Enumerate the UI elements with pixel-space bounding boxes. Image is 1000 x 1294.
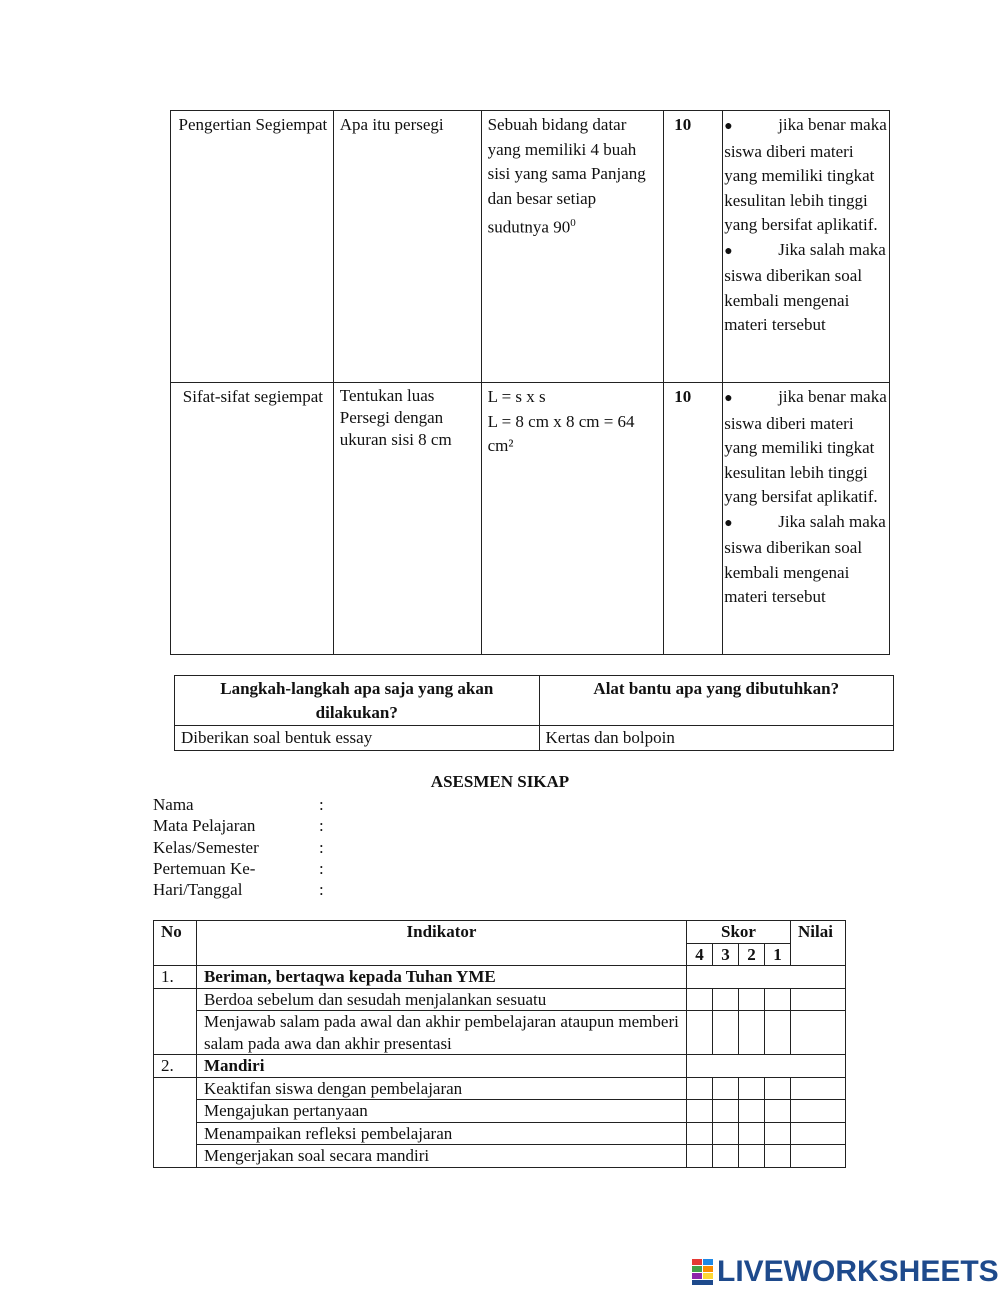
table-row (154, 1100, 846, 1123)
indicator-text: Menampaikan refleksi pembelajaran (196, 1122, 686, 1145)
table-row (154, 1077, 846, 1100)
indicator-text: Menjawab salam pada awal dan akhir pembelajaran ataupun memberi salam pada awa dan akhir presentasi (196, 1011, 686, 1055)
score-cell (713, 1011, 739, 1055)
identity-row (153, 858, 353, 879)
topic-text: Pengertian Segiempat (178, 115, 328, 134)
liveworksheets-blocks-icon (692, 1259, 714, 1285)
score-cell (713, 1077, 739, 1100)
identity-colon: : (319, 837, 324, 857)
table-row (154, 966, 846, 989)
nilai-cell (790, 1100, 845, 1123)
score-cell (713, 1145, 739, 1168)
skor-4: 4 (687, 943, 713, 966)
table-row (175, 676, 894, 726)
group-no: 1. (154, 966, 197, 989)
table-row (154, 1122, 846, 1145)
followup-bullet (724, 113, 887, 238)
sikap-table (153, 920, 846, 1168)
bullet-icon: ● (724, 391, 733, 406)
bullet-first: Jika salah (778, 511, 845, 531)
nilai-cell (790, 988, 845, 1011)
bullet-first: jika benar (778, 115, 846, 134)
topic-cell (171, 111, 334, 383)
score-cell (687, 1122, 713, 1145)
table-row (171, 111, 890, 383)
score-cell (764, 1011, 790, 1055)
section-title: ASESMEN SIKAP (430, 772, 570, 791)
table-row (171, 383, 890, 655)
identity-row (153, 837, 353, 858)
indicator-text: Keaktifan siswa dengan pembelajaran (196, 1077, 686, 1100)
indicator-text: Mengajukan pertanyaan (196, 1100, 686, 1123)
score-cell (764, 1100, 790, 1123)
identity-row (153, 879, 353, 900)
bullet-rest: maka siswa diberi materi yang memiliki tingkat kesulitan lebih tinggi yang bersifat aplikatif. (724, 387, 887, 506)
nilai-cell (790, 1011, 845, 1055)
followup-bullet (724, 510, 887, 610)
skor-3: 3 (713, 943, 739, 966)
score-cell (764, 1145, 790, 1168)
group-empty (687, 1055, 846, 1078)
score-text: 10 (674, 387, 692, 406)
score-cell (687, 1145, 713, 1168)
score-cell (739, 1122, 765, 1145)
score-cell (764, 988, 790, 1011)
nilai-cell (790, 1077, 845, 1100)
bullet-rest: maka siswa diberi materi yang memiliki tingkat kesulitan lebih tinggi yang bersifat aplikatif. (724, 115, 887, 234)
steps-header: Langkah-langkah apa saja yang akan dilakukan? (175, 676, 540, 726)
topic-text: Sifat-sifat segiempat (182, 387, 323, 406)
score-cell (687, 1077, 713, 1100)
answer-text: Sebuah bidang datar yang memiliki 4 buah sisi yang sama Panjang dan besar setiap sudutnya 90 (487, 115, 646, 237)
tools-header: Alat bantu apa yang dibutuhkan? (539, 676, 893, 726)
score-cell (664, 111, 723, 383)
tools-value: Kertas dan bolpoin (539, 726, 893, 751)
score-cell (713, 1100, 739, 1123)
identity-block (153, 794, 353, 900)
indicator-text: Mengerjakan soal secara mandiri (196, 1145, 686, 1168)
score-cell (687, 1011, 713, 1055)
identity-label: Pertemuan Ke- (153, 858, 256, 878)
bullet-rest: maka siswa diberikan soal kembali mengenai materi tersebut (724, 239, 886, 334)
followup-cell (723, 111, 890, 383)
score-cell (687, 988, 713, 1011)
score-cell (739, 1011, 765, 1055)
bullet-rest: maka siswa diberikan soal kembali mengenai materi tersebut (724, 511, 886, 606)
table-row (175, 726, 894, 751)
table-row (154, 1055, 846, 1078)
answer-cell (481, 111, 664, 383)
skor-1: 1 (764, 943, 790, 966)
identity-colon: : (319, 858, 324, 878)
identity-label: Kelas/Semester (153, 837, 259, 857)
identity-colon: : (319, 816, 324, 836)
indikator-header: Indikator (196, 921, 686, 966)
identity-row (153, 815, 353, 836)
question-text: Apa itu persegi (339, 115, 444, 134)
assessment-table (170, 110, 890, 655)
score-cell (664, 383, 723, 655)
group-title: Mandiri (196, 1055, 686, 1078)
table-row (154, 1011, 846, 1055)
no-header: No (154, 921, 197, 966)
score-cell (764, 1077, 790, 1100)
answer-line: L = s x s (487, 387, 546, 406)
score-cell (764, 1122, 790, 1145)
score-cell (739, 1145, 765, 1168)
nilai-header: Nilai (790, 921, 845, 966)
score-cell (687, 1100, 713, 1123)
steps-value: Diberikan soal bentuk essay (175, 726, 540, 751)
table-row (154, 1145, 846, 1168)
liveworksheets-logo[interactable] (692, 1255, 999, 1289)
answer-line: L = 8 cm x 8 cm = 64 cm² (487, 411, 635, 455)
question-text: Tentukan luas Persegi dengan ukuran sisi 8 cm (339, 386, 452, 449)
topic-cell (171, 383, 334, 655)
nilai-cell (790, 1145, 845, 1168)
score-cell (739, 1077, 765, 1100)
logo-text: LIVEWORKSHEETS (717, 1255, 999, 1288)
question-cell (333, 383, 481, 655)
score-cell (713, 988, 739, 1011)
identity-colon: : (319, 795, 324, 814)
nilai-cell (790, 1122, 845, 1145)
score-text: 10 (674, 115, 692, 134)
steps-tools-table (174, 675, 894, 751)
group-no-empty (154, 988, 197, 1055)
identity-colon: : (319, 880, 324, 900)
identity-label: Mata Pelajaran (153, 816, 256, 836)
group-title: Beriman, bertaqwa kepada Tuhan YME (196, 966, 686, 989)
followup-cell (723, 383, 890, 655)
score-cell (739, 988, 765, 1011)
bullet-icon: ● (724, 243, 733, 259)
bullet-first: jika benar (778, 387, 846, 406)
group-no: 2. (154, 1055, 197, 1078)
bullet-icon: ● (724, 119, 733, 134)
identity-label: Nama (153, 795, 194, 814)
followup-bullet (724, 385, 887, 510)
identity-label: Hari/Tanggal (153, 880, 243, 900)
group-no-empty (154, 1077, 197, 1167)
identity-row (153, 794, 353, 815)
score-cell (739, 1100, 765, 1123)
bullet-first: Jika salah (778, 239, 845, 259)
score-cell (713, 1122, 739, 1145)
table-row (154, 921, 846, 944)
skor-header: Skor (687, 921, 791, 944)
group-empty (687, 966, 846, 989)
degree-sup: 0 (570, 217, 576, 229)
indicator-text: Berdoa sebelum dan sesudah menjalankan sesuatu (196, 988, 686, 1011)
followup-bullet (724, 238, 887, 338)
answer-cell (481, 383, 664, 655)
table-row (154, 988, 846, 1011)
bullet-icon: ● (724, 515, 733, 531)
skor-2: 2 (739, 943, 765, 966)
question-cell (333, 111, 481, 383)
